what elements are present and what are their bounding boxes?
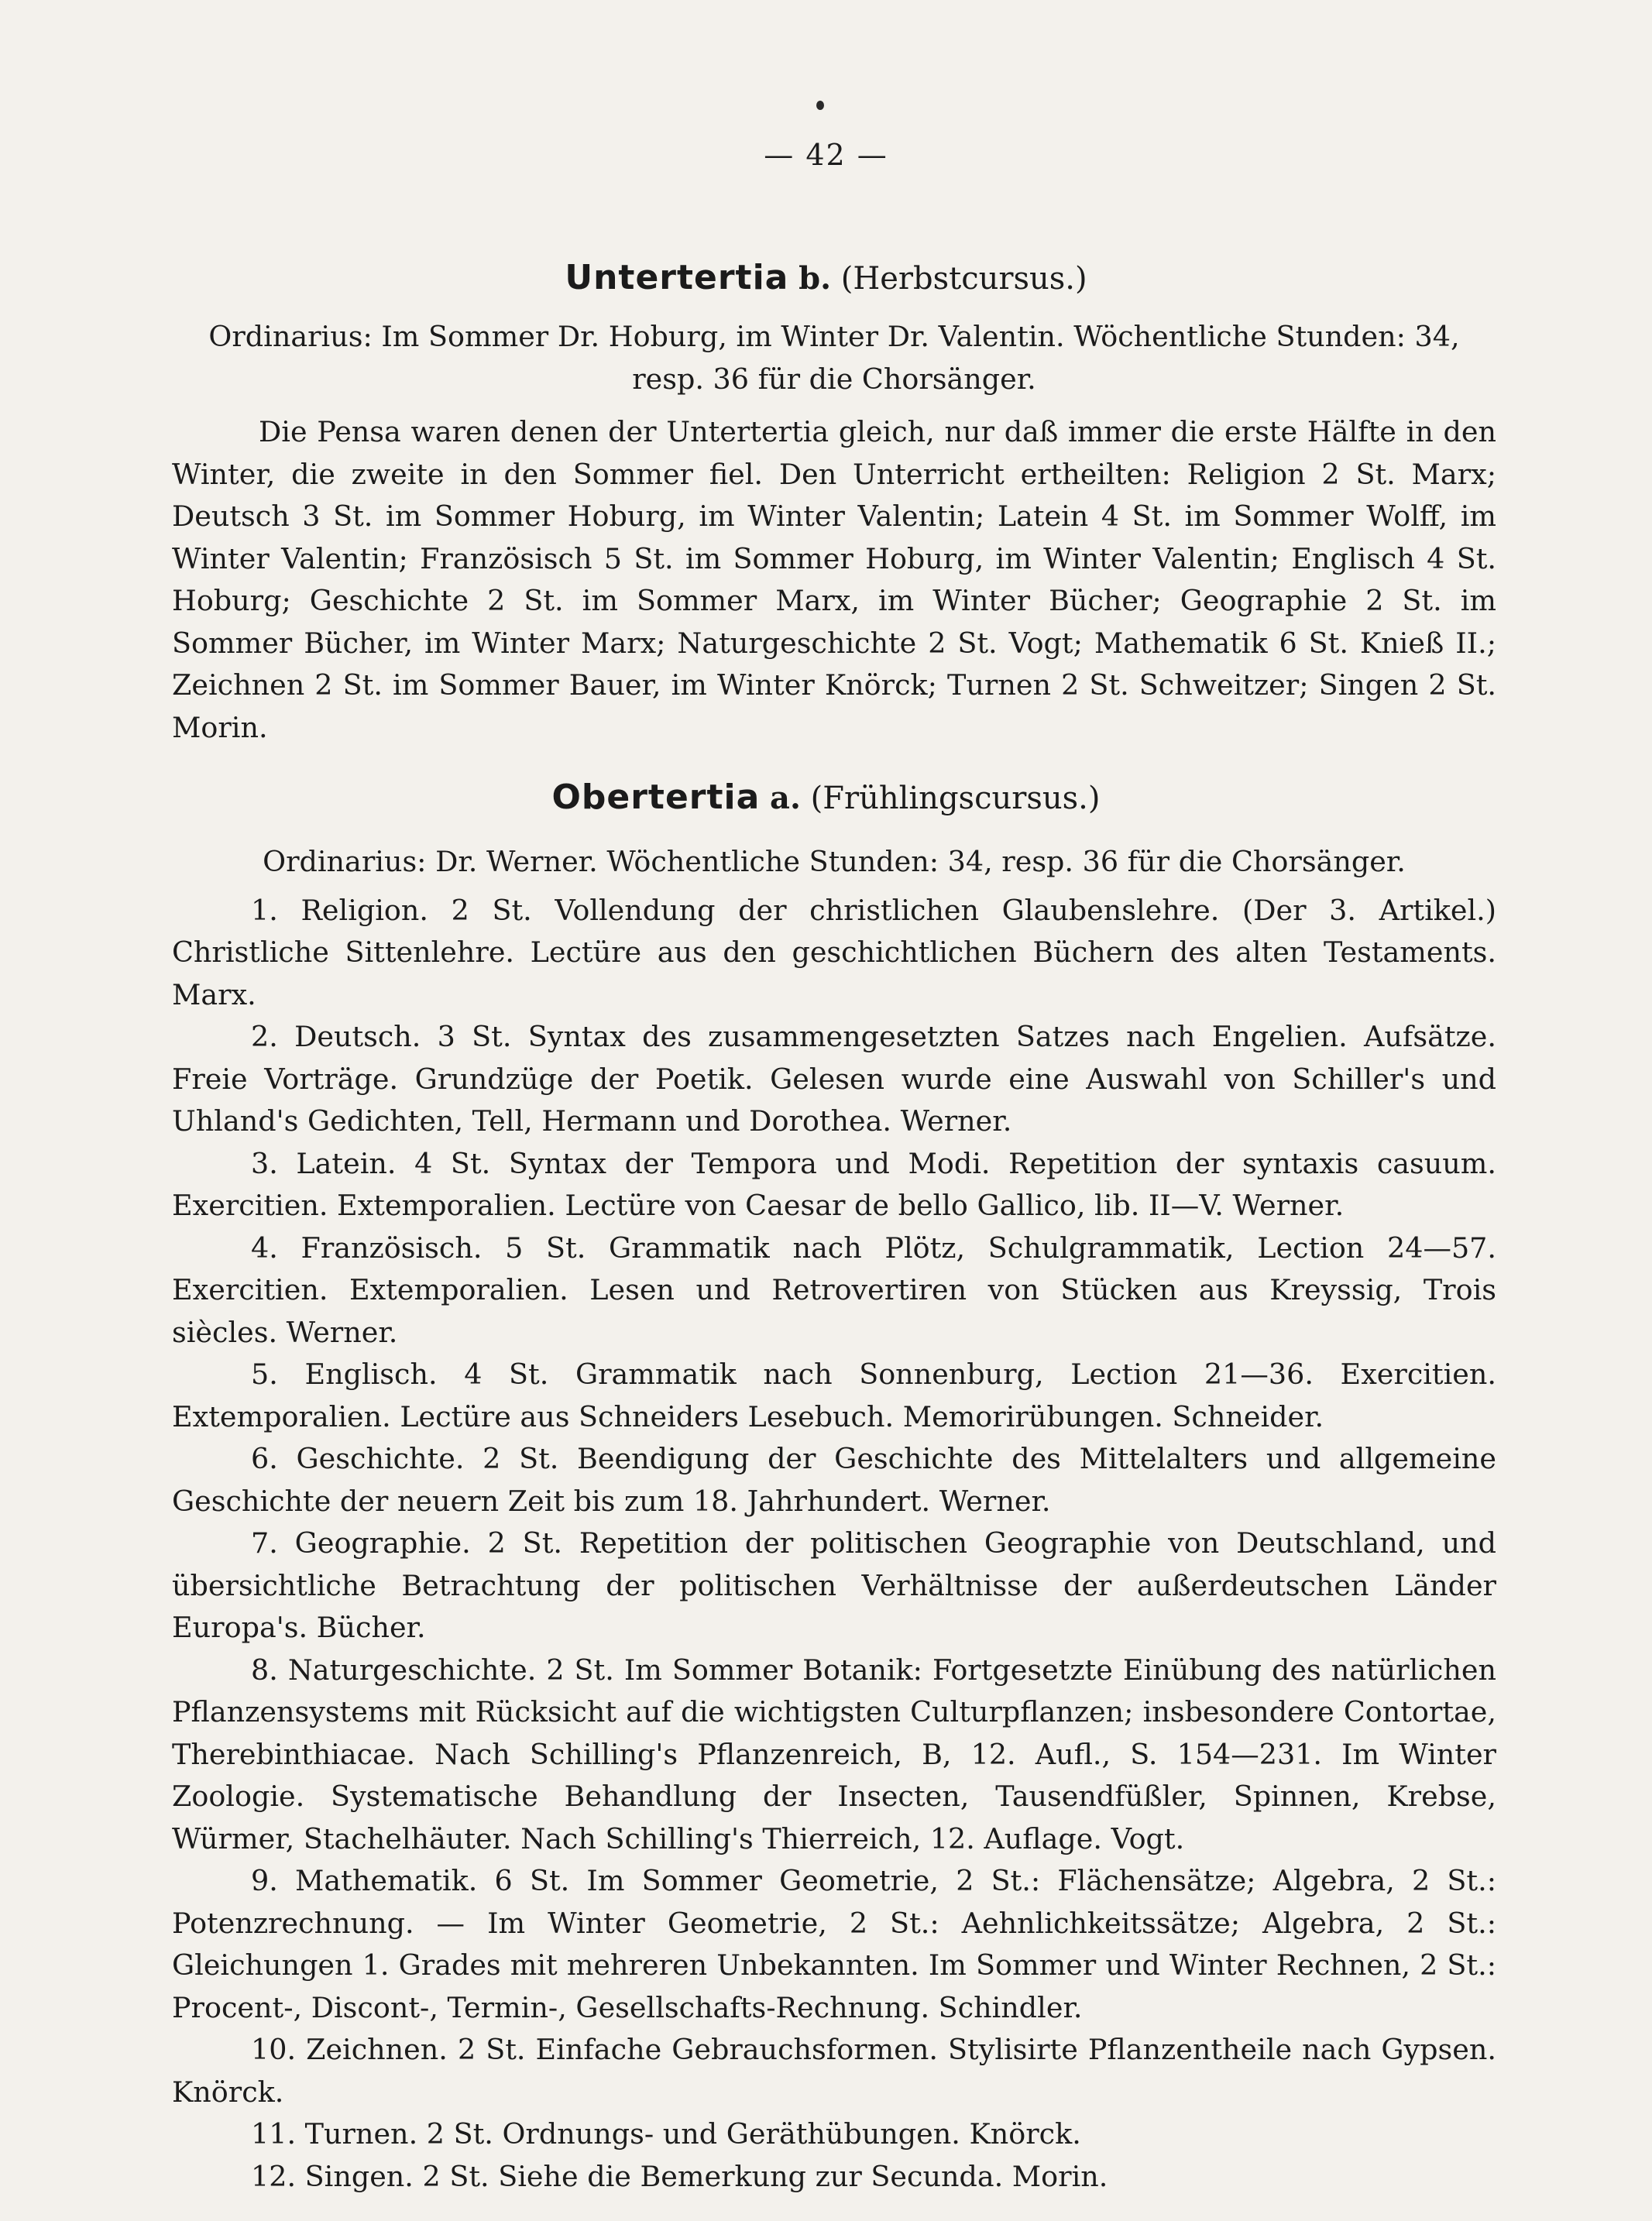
list-item: 9. Mathematik. 6 St. Im Sommer Geometrie, 2 St.: Flächensätze; Algebra, 2 St.: Potenzrechnung. — Im Winter Geometrie, 2 St.: Aehnlichkeitssätze; Algebra, 2 St.: Gleichungen 1. Grades mit mehreren Unbekannten. Im Sommer und Winter Rechnen, 2 St.: Procent-, Discont-, Termin-, Gesellschafts-Rechnung. Schindler.	[172, 1864, 1496, 2024]
list-item: 4. Französisch. 5 St. Grammatik nach Plötz, Schulgrammatik, Lection 24—57. Exercitien. Extemporalien. Lesen und Retrovertiren von Stücken aus Kreyssig, Trois siècles. Werner.	[172, 1231, 1496, 1349]
section-b-body: Die Pensa waren denen der Untertertia gleich, nur daß immer die erste Hälfte in den Winter, die zweite in den Sommer fiel. Den Unterricht ertheilten: Religion 2 St. Marx; Deutsch 3 St. im Sommer Hoburg, im Winter Valentin; Latein 4 St. im Sommer Wolff, im Winter Valentin; Französisch 5 St. im Sommer Hoburg, im Winter Valentin; Englisch 4 St. Hoburg; Geschichte 2 St. im Sommer Marx, im Winter Bücher; Geographie 2 St. im Sommer Bücher, im Winter Marx; Naturgeschichte 2 St. Vogt; Mathematik 6 St. Knieß II.; Zeichnen 2 St. im Sommer Bauer, im Winter Knörck; Turnen 2 St. Schweitzer; Singen 2 St. Morin.	[172, 415, 1496, 744]
section-a-course: (Frühlingscursus.)	[810, 781, 1101, 816]
section-a-text	[172, 841, 1496, 2198]
list-item: 6. Geschichte. 2 St. Beendigung der Geschichte des Mittelalters und allgemeine Geschichte der neuern Zeit bis zum 18. Jahrhundert. Werner.	[172, 1442, 1496, 1518]
list-item: 5. Englisch. 4 St. Grammatik nach Sonnenburg, Lection 21—36. Exercitien. Extemporalien. Lectüre aus Schneiders Lesebuch. Memorirübungen. Schneider.	[172, 1358, 1496, 1433]
list-item: 3. Latein. 4 St. Syntax der Tempora und Modi. Repetition der syntaxis casuum. Exercitien. Extemporalien. Lectüre von Caesar de bello Gallico, lib. II—V. Werner.	[172, 1146, 1496, 1222]
section-b-course: (Herbstcursus.)	[840, 261, 1087, 297]
section-b-title: Untertertia	[565, 258, 789, 297]
section-a-title: Obertertia	[551, 778, 761, 817]
section-a-class-letter: a.	[770, 780, 801, 816]
list-item: 8. Naturgeschichte. 2 St. Im Sommer Botanik: Fortgesetzte Einübung des natürlichen Pflanzensystems mit Rücksicht auf die wichtigsten Culturpflanzen; insbesondere Contortae, Therebinthiacae. Nach Schilling's Pflanzenreich, B, 12. Aufl., S. 154—231. Im Winter Zoologie. Systematische Behandlung der Insecten, Tausendfüßler, Spinnen, Krebse, Würmer, Stachelhäuter. Nach Schilling's Thierreich, 12. Auflage. Vogt.	[172, 1653, 1496, 1855]
page-number: — 42 —	[764, 138, 888, 172]
section-b-heading	[0, 258, 1652, 297]
ink-speck	[816, 101, 824, 110]
list-item: 10. Zeichnen. 2 St. Einfache Gebrauchsformen. Stylisirte Pflanzentheile nach Gypsen. Knörck.	[172, 2033, 1496, 2109]
section-b-class-letter: b.	[799, 260, 831, 297]
list-item: 2. Deutsch. 3 St. Syntax des zusammengesetzten Satzes nach Engelien. Aufsätze. Freie Vorträge. Grundzüge der Poetik. Gelesen wurde eine Auswahl von Schiller's und Uhland's Gedichten, Tell, Hermann und Dorothea. Werner.	[172, 1020, 1496, 1138]
section-b-text	[172, 316, 1496, 749]
list-item: 11. Turnen. 2 St. Ordnungs- und Geräthübungen. Knörck.	[251, 2117, 1081, 2151]
section-b-ordinarius: Ordinarius: Im Sommer Dr. Hoburg, im Winter Dr. Valentin. Wöchentliche Stunden: 34, resp. 36 für die Chorsänger.	[208, 320, 1460, 396]
list-item: 7. Geographie. 2 St. Repetition der politischen Geographie von Deutschland, und übersichtliche Betrachtung der politischen Verhältnisse der außerdeutschen Länder Europa's. Bücher.	[172, 1526, 1496, 1644]
list-item: 12. Singen. 2 St. Siehe die Bemerkung zur Secunda. Morin.	[251, 2159, 1108, 2193]
section-a-ordinarius: Ordinarius: Dr. Werner. Wöchentliche Stunden: 34, resp. 36 für die Chorsänger.	[263, 845, 1406, 878]
section-a-heading	[0, 778, 1652, 817]
list-item: 1. Religion. 2 St. Vollendung der christlichen Glaubenslehre. (Der 3. Artikel.) Christliche Sittenlehre. Lectüre aus den geschichtlichen Büchern des alten Testaments. Marx.	[172, 893, 1496, 1011]
